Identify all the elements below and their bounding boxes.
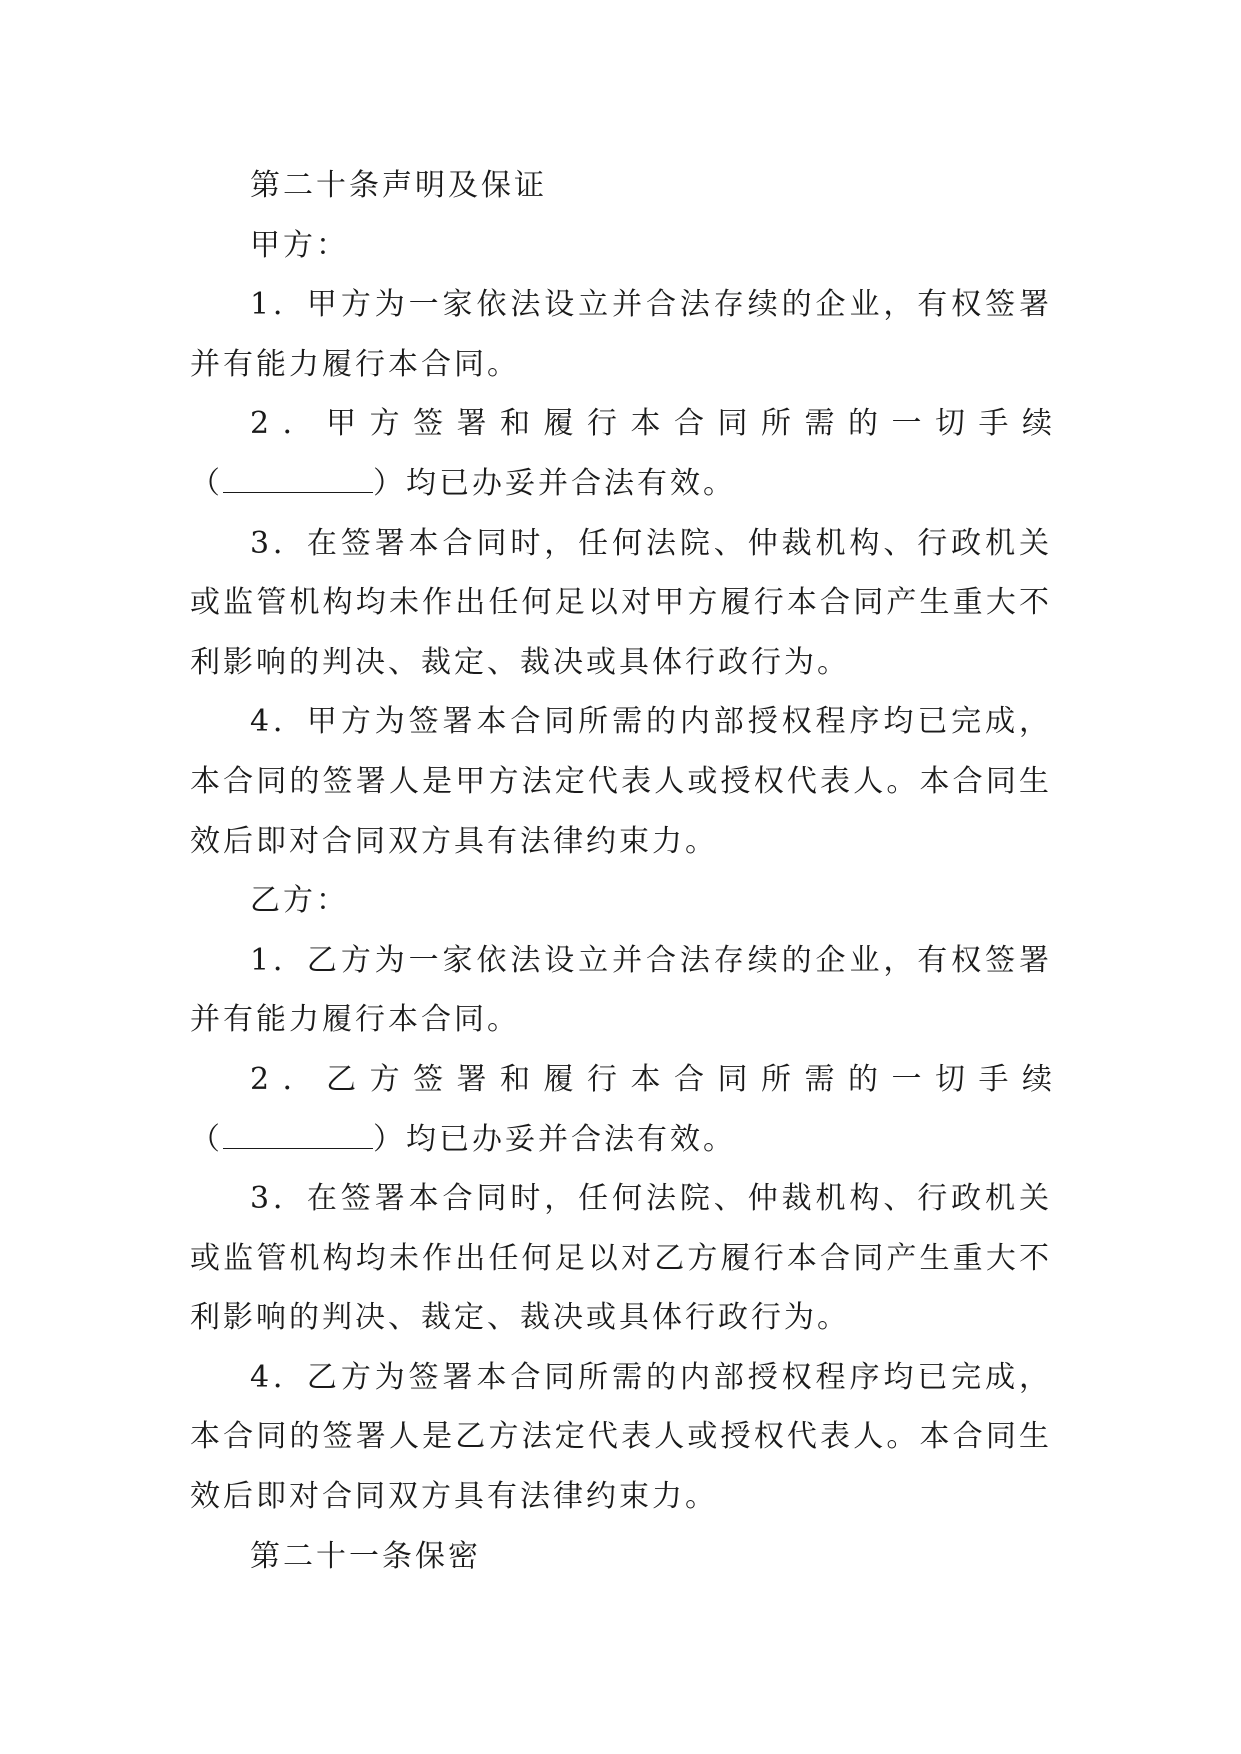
party-a-clause-3: 3．在签署本合同时，任何法院、仲裁机构、行政机关或监管机构均未作出任何足以对甲方履行本合同产生重大不利影响的判决、裁定、裁决或具体行政行为。 xyxy=(190,525,1052,680)
party-b-label: 乙方： xyxy=(250,883,349,919)
document-body xyxy=(190,156,1052,1586)
fill-in-blank xyxy=(223,465,373,493)
fill-in-blank xyxy=(223,1121,373,1149)
party-b-clause-1: 1．乙方为一家依法设立并合法存续的企业，有权签署并有能力履行本合同。 xyxy=(190,942,1052,1038)
party-b-clause-2-line2 xyxy=(130,1110,1052,1170)
party-b-clause-4: 4．乙方为签署本合同所需的内部授权程序均已完成，本合同的签署人是乙方法定代表人或授权代表人。本合同生效后即对合同双方具有法律约束力。 xyxy=(190,1359,1052,1515)
party-b-clause-2-tail: ）均已办妥并合法有效。 xyxy=(373,1121,736,1157)
party-b-clause-2-line1: 2．乙方签署和履行本合同所需的一切手续 xyxy=(250,1061,1052,1097)
party-a-clause-2-tail: ）均已办妥并合法有效。 xyxy=(373,465,736,501)
open-paren: （ xyxy=(190,465,223,501)
party-a-clause-4: 4．甲方为签署本合同所需的内部授权程序均已完成，本合同的签署人是甲方法定代表人或授权代表人。本合同生效后即对合同双方具有法律约束力。 xyxy=(190,704,1052,859)
party-a-clause-2-line1: 2．甲方签署和履行本合同所需的一切手续 xyxy=(250,406,1052,442)
party-a-clause-2 xyxy=(190,394,1052,513)
party-a-clause-1: 1．甲方为一家依法设立并合法存续的企业，有权签署并有能力履行本合同。 xyxy=(190,287,1052,382)
article-20-heading: 第二十条声明及保证 xyxy=(250,168,547,203)
party-b-clause-2 xyxy=(190,1050,1052,1169)
party-a-clause-2-line2 xyxy=(130,454,1052,514)
party-a-label: 甲方： xyxy=(250,227,349,263)
open-paren: （ xyxy=(190,1121,223,1157)
article-21-heading: 第二十一条保密 xyxy=(250,1538,481,1574)
party-b-clause-3: 3．在签署本合同时，任何法院、仲裁机构、行政机关或监管机构均未作出任何足以对乙方履行本合同产生重大不利影响的判决、裁定、裁决或具体行政行为。 xyxy=(190,1181,1052,1336)
